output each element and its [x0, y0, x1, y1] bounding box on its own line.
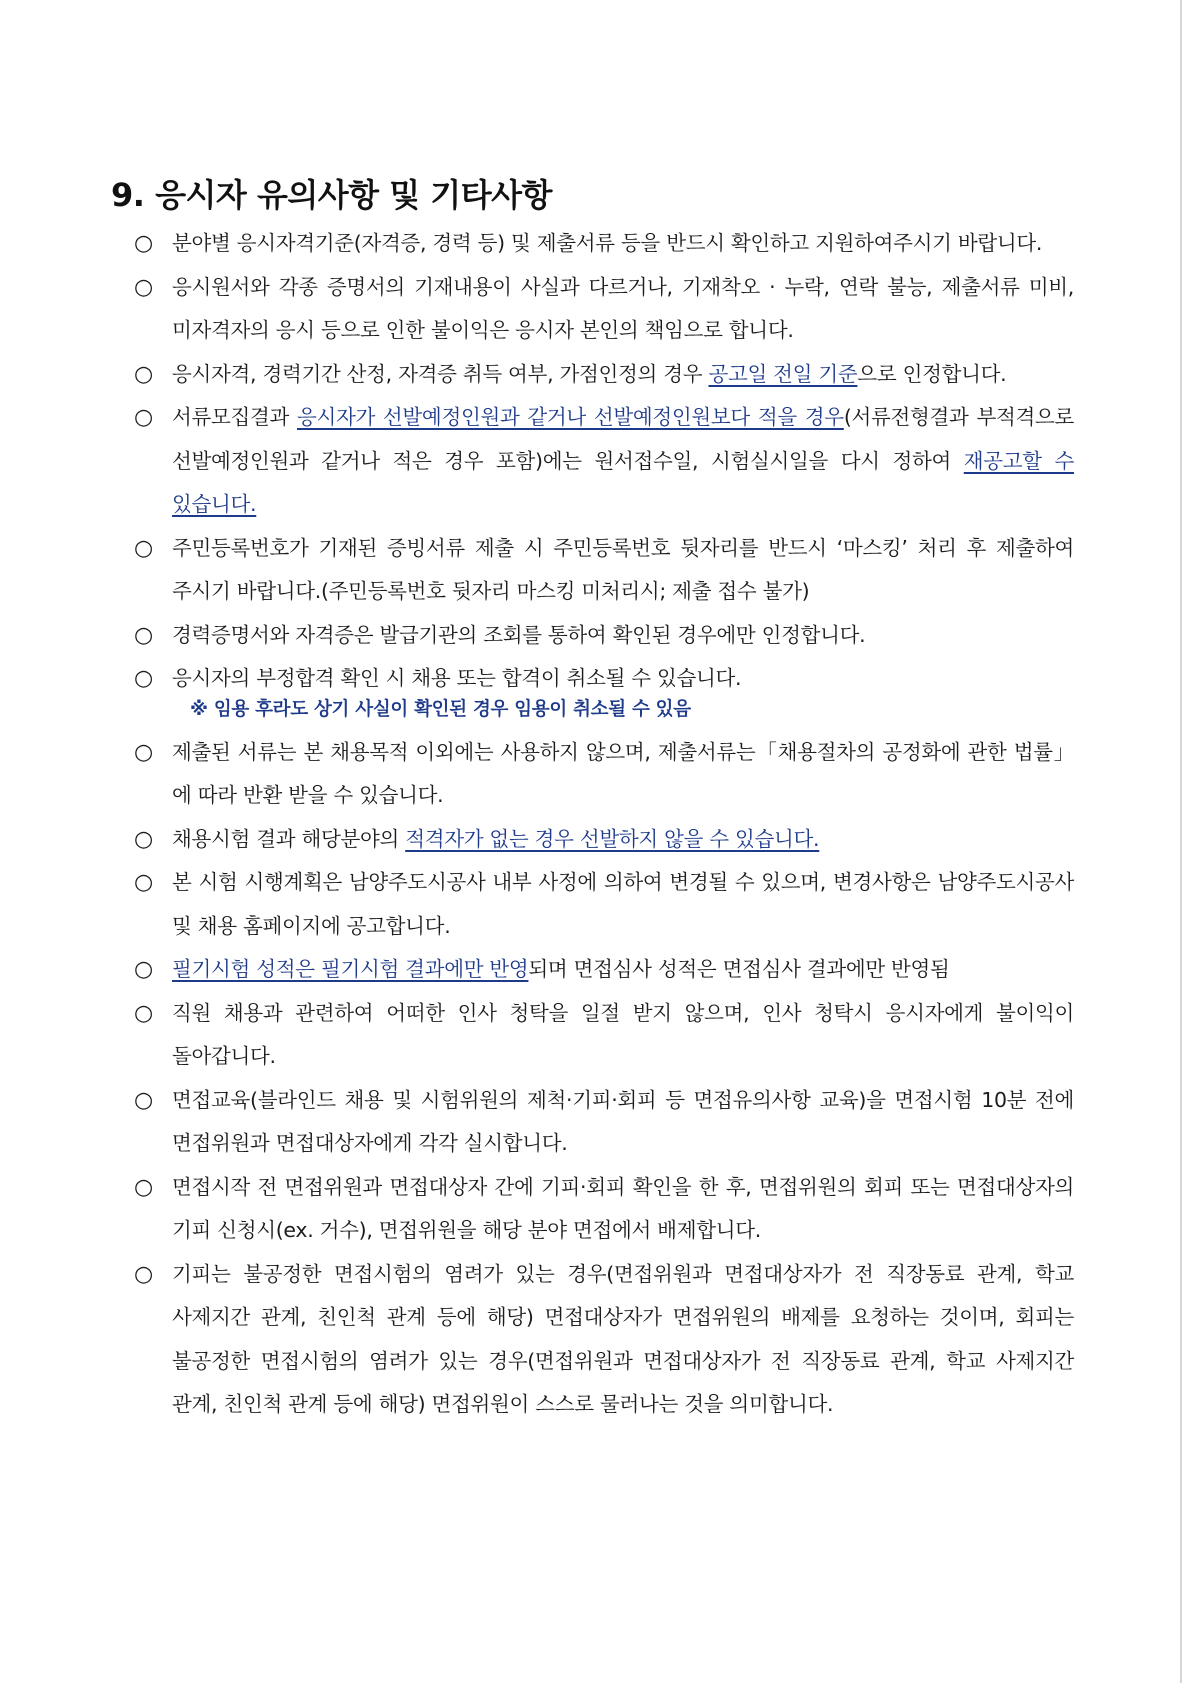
circle-bullet-icon: ○ [134, 361, 153, 387]
underlined-emphasis: 재공고할 수 있습니다. [172, 448, 1074, 516]
item-text: 응시자격, 경력기간 산정, 자격증 취득 여부, 가점인정의 경우 [172, 361, 709, 386]
circle-bullet-icon: ○ [134, 622, 153, 648]
item-text: 서류모집결과 [172, 405, 297, 429]
list-item [134, 731, 1074, 818]
list-item [134, 222, 1074, 266]
underlined-emphasis: 적격자가 없는 경우 선발하지 않을 수 있습니다. [405, 826, 820, 851]
circle-bullet-icon: ○ [134, 739, 153, 765]
item-text: (서류전형결과 부적격으로 선발예정인원과 같거나 적은 경우 포함)에는 원서접수일, 시험실시일을 다시 정하여 [172, 405, 1074, 473]
note-text: ※ 임용 후라도 상기 사실이 확인된 경우 임용이 취소될 수 있음 [190, 698, 691, 720]
item-text: 되며 면접심사 성적은 면접심사 결과에만 반영됨 [528, 957, 950, 981]
item-text: 주민등록번호가 기재된 증빙서류 제출 시 주민등록번호 뒷자리를 반드시 ‘마스킹’ 처리 후 제출하여 주시기 바랍니다.(주민등록번호 뒷자리 마스킹 미처리시; 제출 접수 불가) [172, 535, 1074, 603]
scan-edge-line [1180, 0, 1182, 1683]
notice-list [134, 222, 1074, 1427]
item-text: 직원 채용과 관련하여 어떠한 인사 청탁을 일절 받지 않으며, 인사 청탁시 응시자에게 불이익이 돌아갑니다. [172, 1000, 1074, 1068]
item-text: 채용시험 결과 해당분야의 [172, 826, 406, 851]
circle-bullet-icon: ○ [134, 1174, 153, 1200]
item-text: 본 시험 시행계획은 남양주도시공사 내부 사정에 의하여 변경될 수 있으며, 변경사항은 남양주도시공사 및 채용 홈페이지에 공고합니다. [172, 870, 1074, 938]
circle-bullet-icon: ○ [134, 1000, 153, 1026]
list-item [134, 1079, 1074, 1166]
circle-bullet-icon: ○ [134, 1087, 153, 1113]
circle-bullet-icon: ○ [134, 274, 153, 300]
list-item [134, 948, 1074, 992]
list-item [134, 818, 1074, 862]
list-item [134, 1166, 1074, 1253]
circle-bullet-icon: ○ [134, 231, 153, 256]
circle-bullet-icon: ○ [134, 957, 153, 982]
item-text: 제출된 서류는 본 채용목적 이외에는 사용하지 않으며, 제출서류는「채용절차의 공정화에 관한 법률」에 따라 반환 받을 수 있습니다. [172, 739, 1074, 807]
list-item [134, 992, 1074, 1079]
circle-bullet-icon: ○ [134, 870, 153, 895]
item-text: 으로 인정합니다. [857, 361, 1007, 386]
item-text: 면접교육(블라인드 채용 및 시험위원의 제척·기피·회피 등 면접유의사항 교육)을 면접시험 10분 전에 면접위원과 면접대상자에게 각각 실시합니다. [172, 1087, 1074, 1155]
item-text: 응시원서와 각종 증명서의 기재내용이 사실과 다르거나, 기재착오 · 누락, 연락 불능, 제출서류 미비, 미자격자의 응시 등으로 인한 불이익은 응시자 본인의 책임으로 합니다. [172, 274, 1074, 342]
list-item [134, 353, 1074, 397]
underlined-emphasis: 공고일 전일 기준 [708, 361, 858, 386]
list-item [134, 657, 1074, 725]
list-item [134, 614, 1074, 658]
section-title: 9. 응시자 유의사항 및 기타사항 [111, 176, 552, 214]
list-item [134, 861, 1074, 948]
list-item [134, 396, 1074, 527]
list-item [134, 527, 1074, 614]
item-text: 분야별 응시자격기준(자격증, 경력 등) 및 제출서류 등을 반드시 확인하고 지원하여주시기 바랍니다. [172, 231, 1043, 255]
circle-bullet-icon: ○ [134, 666, 153, 691]
item-text: 기피는 불공정한 면접시험의 염려가 있는 경우(면접위원과 면접대상자가 전 직장동료 관계, 학교 사제지간 관계, 친인척 관계 등에 해당) 면접대상자가 면접위원의 배제를 요청하는 것이며, 회피는 불공정한 면접시험의 염려가 있는 경우(면접위원과 면접대상자가 전 직장동료 관계, 학교 사제지간 관계, 친인척 관계 등에 해당) 면접위원이 스스로 물러나는 것을 의미합니다. [172, 1261, 1074, 1416]
circle-bullet-icon: ○ [134, 826, 153, 852]
circle-bullet-icon: ○ [134, 1261, 153, 1287]
item-text: 응시자의 부정합격 확인 시 채용 또는 합격이 취소될 수 있습니다. [172, 666, 742, 690]
item-text: 면접시작 전 면접위원과 면접대상자 간에 기피·회피 확인을 한 후, 면접위원의 회피 또는 면접대상자의 기피 신청시(ex. 거수), 면접위원을 해당 분야 면접에서 배제합니다. [172, 1174, 1074, 1242]
list-item [134, 1253, 1074, 1427]
underlined-emphasis: 응시자가 선발예정인원과 같거나 선발예정인원보다 적을 경우 [296, 405, 844, 429]
item-text: 경력증명서와 자격증은 발급기관의 조회를 통하여 확인된 경우에만 인정합니다. [172, 622, 866, 647]
circle-bullet-icon: ○ [134, 405, 153, 430]
list-item [134, 266, 1074, 353]
circle-bullet-icon: ○ [134, 535, 153, 561]
underlined-emphasis: 필기시험 성적은 필기시험 결과에만 반영 [172, 957, 529, 981]
